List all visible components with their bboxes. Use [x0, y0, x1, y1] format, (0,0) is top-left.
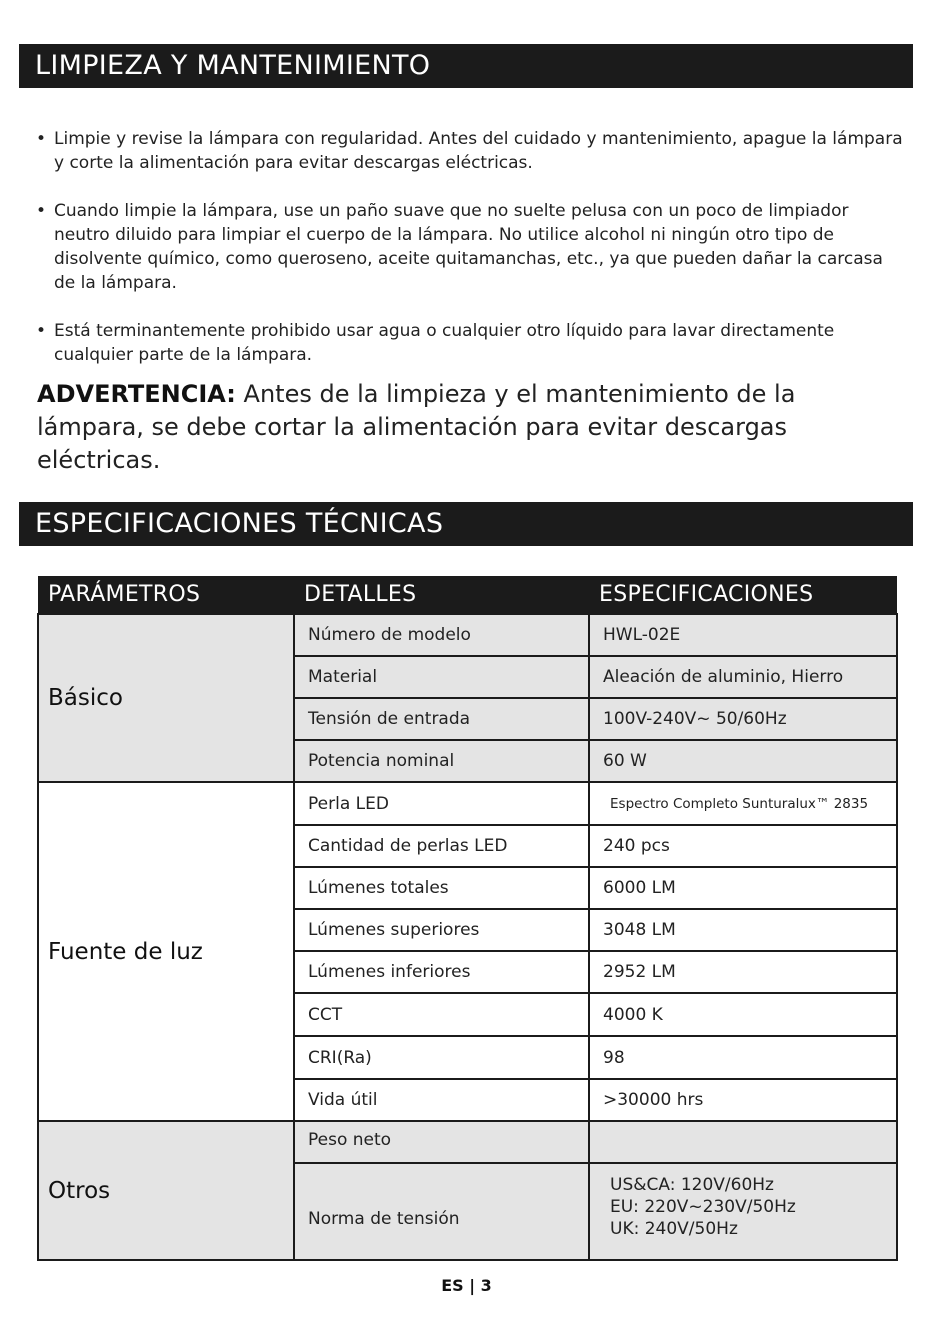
specs-table	[37, 576, 898, 1261]
value-cell: 60 W	[589, 740, 897, 782]
value-cell	[589, 1121, 897, 1163]
list-item	[34, 127, 904, 175]
voltage-line: EU: 220V~230V/50Hz	[610, 1197, 796, 1217]
value-cell	[589, 1163, 897, 1260]
warning-label: ADVERTENCIA:	[37, 380, 236, 408]
bullet-icon: •	[36, 129, 47, 149]
value-cell: 2952 LM	[589, 951, 897, 993]
maintenance-section-title: LIMPIEZA Y MANTENIMIENTO	[19, 44, 913, 88]
detail-cell: Lúmenes totales	[294, 867, 589, 909]
detail-cell: CCT	[294, 993, 589, 1036]
list-item	[34, 199, 904, 295]
value-cell: Aleación de aluminio, Hierro	[589, 656, 897, 698]
warning-text: Antes de la limpieza y el mantenimiento de la lámpara, se debe cortar la alimentación para evitar descargas eléctricas.	[37, 380, 796, 474]
detail-cell: Potencia nominal	[294, 740, 589, 782]
detail-cell: Cantidad de perlas LED	[294, 825, 589, 867]
table-row	[38, 782, 897, 825]
detail-cell: Peso neto	[294, 1121, 589, 1163]
warning-note	[37, 378, 837, 477]
value-cell: 6000 LM	[589, 867, 897, 909]
table-row	[38, 614, 897, 656]
value-cell: HWL-02E	[589, 614, 897, 656]
header-specifications: ESPECIFICACIONES	[589, 576, 897, 614]
specs-section-title: ESPECIFICACIONES TÉCNICAS	[19, 502, 913, 546]
group-light-source: Fuente de luz	[38, 782, 294, 1121]
maintenance-bullet-list	[34, 127, 904, 391]
list-item	[34, 319, 904, 367]
table-header-row	[38, 576, 897, 614]
group-basic: Básico	[38, 614, 294, 782]
detail-cell: Material	[294, 656, 589, 698]
table-row	[38, 1121, 897, 1163]
bullet-text: Limpie y revise la lámpara con regularidad. Antes del cuidado y mantenimiento, apague la lámpara y corte la alimentación para evitar descargas eléctricas.	[54, 129, 903, 173]
detail-cell: Tensión de entrada	[294, 698, 589, 740]
value-cell: 100V-240V~ 50/60Hz	[589, 698, 897, 740]
bullet-icon: •	[36, 201, 47, 221]
detail-cell: Norma de tensión	[294, 1163, 589, 1260]
voltage-line: US&CA: 120V/60Hz	[610, 1175, 774, 1195]
value-cell: >30000 hrs	[589, 1079, 897, 1121]
header-parameters: PARÁMETROS	[38, 576, 294, 614]
value-cell: Espectro Completo Sunturalux™ 2835	[589, 782, 897, 825]
page-number: ES | 3	[441, 1276, 492, 1295]
bullet-text: Está terminantemente prohibido usar agua o cualquier otro líquido para lavar directamente cualquier parte de la lámpara.	[54, 321, 835, 365]
value-cell: 98	[589, 1036, 897, 1079]
detail-cell: CRI(Ra)	[294, 1036, 589, 1079]
header-details: DETALLES	[294, 576, 589, 614]
value-cell: 240 pcs	[589, 825, 897, 867]
voltage-line: UK: 240V/50Hz	[610, 1219, 738, 1239]
value-cell: 4000 K	[589, 993, 897, 1036]
detail-cell: Vida útil	[294, 1079, 589, 1121]
bullet-text: Cuando limpie la lámpara, use un paño suave que no suelte pelusa con un poco de limpiador neutro diluido para limpiar el cuerpo de la lámpara. No utilice alcohol ni ningún otro tipo de disolvente químico, como queroseno, aceite quitamanchas, etc., ya que pueden dañar la carcasa de la lámpara.	[54, 201, 883, 293]
detail-cell: Lúmenes superiores	[294, 909, 589, 951]
value-cell: 3048 LM	[589, 909, 897, 951]
detail-cell: Perla LED	[294, 782, 589, 825]
bullet-icon: •	[36, 321, 47, 341]
detail-cell: Lúmenes inferiores	[294, 951, 589, 993]
group-others: Otros	[38, 1121, 294, 1260]
detail-cell: Número de modelo	[294, 614, 589, 656]
